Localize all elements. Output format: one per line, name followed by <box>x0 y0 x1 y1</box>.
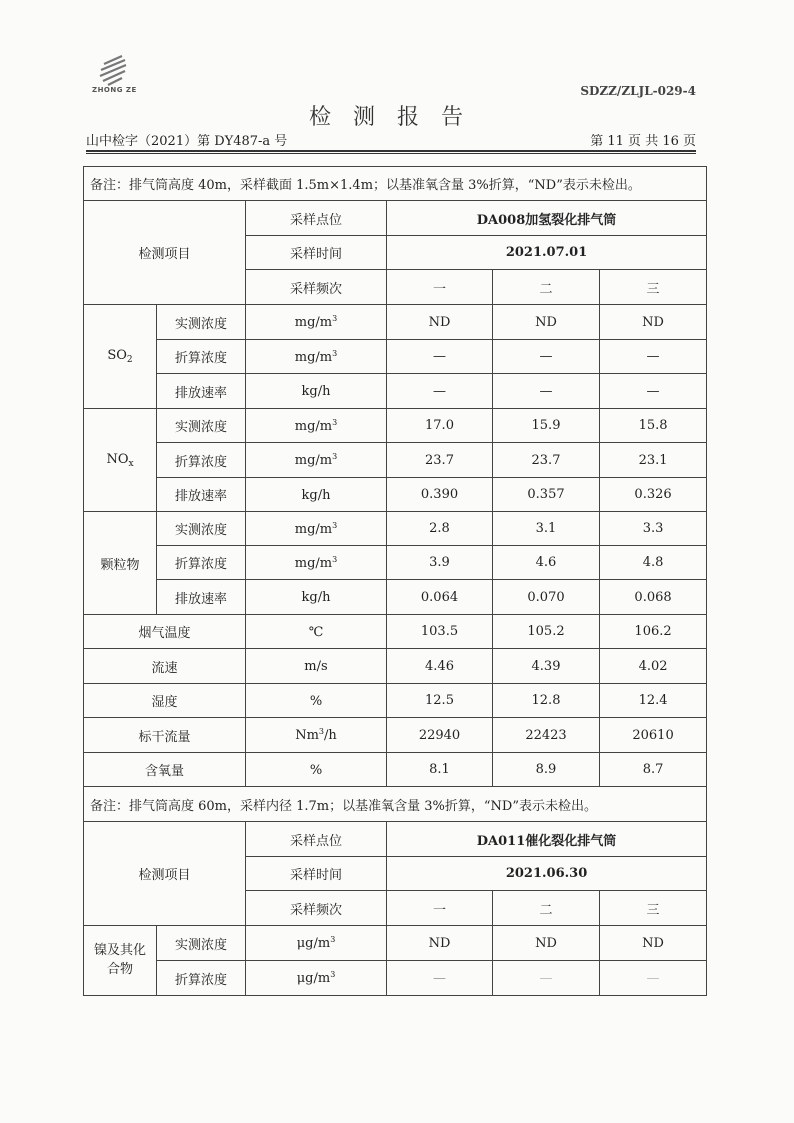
frequency-label-2: 采样频次 <box>246 891 387 926</box>
value-cell: — <box>387 374 493 409</box>
value-cell: 15.9 <box>493 409 600 443</box>
value-cell: 8.1 <box>387 753 493 787</box>
value-cell: 12.8 <box>493 684 600 718</box>
frequency-1: 一 <box>387 270 493 305</box>
unit-cell: kg/h <box>246 580 387 615</box>
point-label-2: 采样点位 <box>246 822 387 857</box>
table-note: 备注：排气筒高度 40m，采样截面 1.5m×1.4m；以基准氧含量 3%折算，“ND”表示未检出。 <box>84 167 707 201</box>
unit-cell: $\mu g/m^3$ <box>246 961 387 996</box>
param-flue-temperature: 烟气温度 <box>84 615 246 649</box>
value-cell: 20610 <box>600 718 707 753</box>
value-cell: 4.46 <box>387 649 493 684</box>
value-cell: ND <box>600 926 707 961</box>
value-cell: 22423 <box>493 718 600 753</box>
unit-cell: kg/h <box>246 478 387 512</box>
unit-cell: $\mu g/m^3$ <box>246 926 387 961</box>
frequency-2: 二 <box>493 270 600 305</box>
group-nox: $NO_x$ <box>84 409 157 512</box>
value-cell: 23.1 <box>600 443 707 478</box>
param-cell: 折算浓度 <box>157 961 246 996</box>
value-cell: 0.326 <box>600 478 707 512</box>
group-so2: $SO_2$ <box>84 305 157 409</box>
param-cell: 折算浓度 <box>157 443 246 478</box>
value-cell: — <box>600 340 707 374</box>
value-cell: — <box>600 374 707 409</box>
item-header-2: 检测项目 <box>84 822 246 926</box>
unit-cell: m/s <box>246 649 387 684</box>
point-value: DA008加氢裂化排气筒 <box>387 201 707 236</box>
group-nickel: 镍及其化 合物 <box>84 926 157 996</box>
unit-cell: $mg/m^3$ <box>246 443 387 478</box>
value-cell: 17.0 <box>387 409 493 443</box>
value-cell: 0.390 <box>387 478 493 512</box>
param-cell: 排放速率 <box>157 478 246 512</box>
value-cell: 23.7 <box>387 443 493 478</box>
frequency-2: 二 <box>493 891 600 926</box>
group-particulate: 颗粒物 <box>84 512 157 615</box>
value-cell: 8.9 <box>493 753 600 787</box>
value-cell: 12.5 <box>387 684 493 718</box>
value-cell: ND <box>493 926 600 961</box>
point-value-2: DA011催化裂化排气筒 <box>387 822 707 857</box>
value-cell: 23.7 <box>493 443 600 478</box>
value-cell: 12.4 <box>600 684 707 718</box>
param-humidity: 湿度 <box>84 684 246 718</box>
frequency-3: 三 <box>600 270 707 305</box>
value-cell: — <box>600 961 707 996</box>
value-cell: 3.9 <box>387 546 493 580</box>
value-cell: ND <box>600 305 707 340</box>
value-cell: 3.3 <box>600 512 707 546</box>
time-label: 采样时间 <box>246 236 387 270</box>
value-cell: — <box>493 340 600 374</box>
frequency-1: 一 <box>387 891 493 926</box>
value-cell: 4.39 <box>493 649 600 684</box>
value-cell: ND <box>387 926 493 961</box>
value-cell: 4.6 <box>493 546 600 580</box>
value-cell: 0.357 <box>493 478 600 512</box>
unit-cell: % <box>246 753 387 787</box>
value-cell: 0.070 <box>493 580 600 615</box>
value-cell: 3.1 <box>493 512 600 546</box>
param-cell: 实测浓度 <box>157 512 246 546</box>
value-cell: 0.068 <box>600 580 707 615</box>
value-cell: ND <box>387 305 493 340</box>
report-number: 山中检字（2021）第 DY487-a 号 <box>86 134 288 149</box>
unit-cell: Nm$^3$/h <box>246 718 387 753</box>
param-cell: 排放速率 <box>157 580 246 615</box>
param-flow-velocity: 流速 <box>84 649 246 684</box>
value-cell: 106.2 <box>600 615 707 649</box>
value-cell: 4.8 <box>600 546 707 580</box>
value-cell: — <box>387 340 493 374</box>
param-cell: 实测浓度 <box>157 305 246 340</box>
emission-table-da008 <box>83 166 707 996</box>
header-rule-thin <box>86 153 696 154</box>
table-note-2: 备注：排气筒高度 60m，采样内径 1.7m；以基准氧含量 3%折算，“ND”表示未检出。 <box>84 787 707 822</box>
param-cell: 排放速率 <box>157 374 246 409</box>
param-cell: 折算浓度 <box>157 546 246 580</box>
unit-cell: $mg/m^3$ <box>246 546 387 580</box>
param-cell: 折算浓度 <box>157 340 246 374</box>
value-cell: 8.7 <box>600 753 707 787</box>
value-cell: 105.2 <box>493 615 600 649</box>
point-label: 采样点位 <box>246 201 387 236</box>
value-cell: 0.064 <box>387 580 493 615</box>
frequency-3: 三 <box>600 891 707 926</box>
frequency-label: 采样频次 <box>246 270 387 305</box>
value-cell: — <box>387 961 493 996</box>
unit-cell: ℃ <box>246 615 387 649</box>
report-subheader <box>86 130 696 149</box>
document-code: SDZZ/ZLJL-029-4 <box>580 84 696 98</box>
unit-cell: kg/h <box>246 374 387 409</box>
header-rule <box>86 150 696 152</box>
value-cell: 103.5 <box>387 615 493 649</box>
time-label-2: 采样时间 <box>246 857 387 891</box>
value-cell: 2.8 <box>387 512 493 546</box>
value-cell: 4.02 <box>600 649 707 684</box>
value-cell: 15.8 <box>600 409 707 443</box>
time-value: 2021.07.01 <box>387 236 707 270</box>
param-dry-flow: 标干流量 <box>84 718 246 753</box>
time-value-2: 2021.06.30 <box>387 857 707 891</box>
param-oxygen: 含氧量 <box>84 753 246 787</box>
unit-cell: $mg/m^3$ <box>246 305 387 340</box>
value-cell: 22940 <box>387 718 493 753</box>
report-title: 检测报告 <box>308 105 485 130</box>
page-indicator: 第 11 页 共 16 页 <box>590 134 696 149</box>
value-cell: — <box>493 374 600 409</box>
unit-cell: $mg/m^3$ <box>246 409 387 443</box>
value-cell: — <box>493 961 600 996</box>
param-cell: 实测浓度 <box>157 926 246 961</box>
item-header: 检测项目 <box>84 201 246 305</box>
logo-text: ZHONG ZE <box>92 86 137 94</box>
param-cell: 实测浓度 <box>157 409 246 443</box>
unit-cell: $mg/m^3$ <box>246 512 387 546</box>
value-cell: ND <box>493 305 600 340</box>
unit-cell: % <box>246 684 387 718</box>
unit-cell: $mg/m^3$ <box>246 340 387 374</box>
